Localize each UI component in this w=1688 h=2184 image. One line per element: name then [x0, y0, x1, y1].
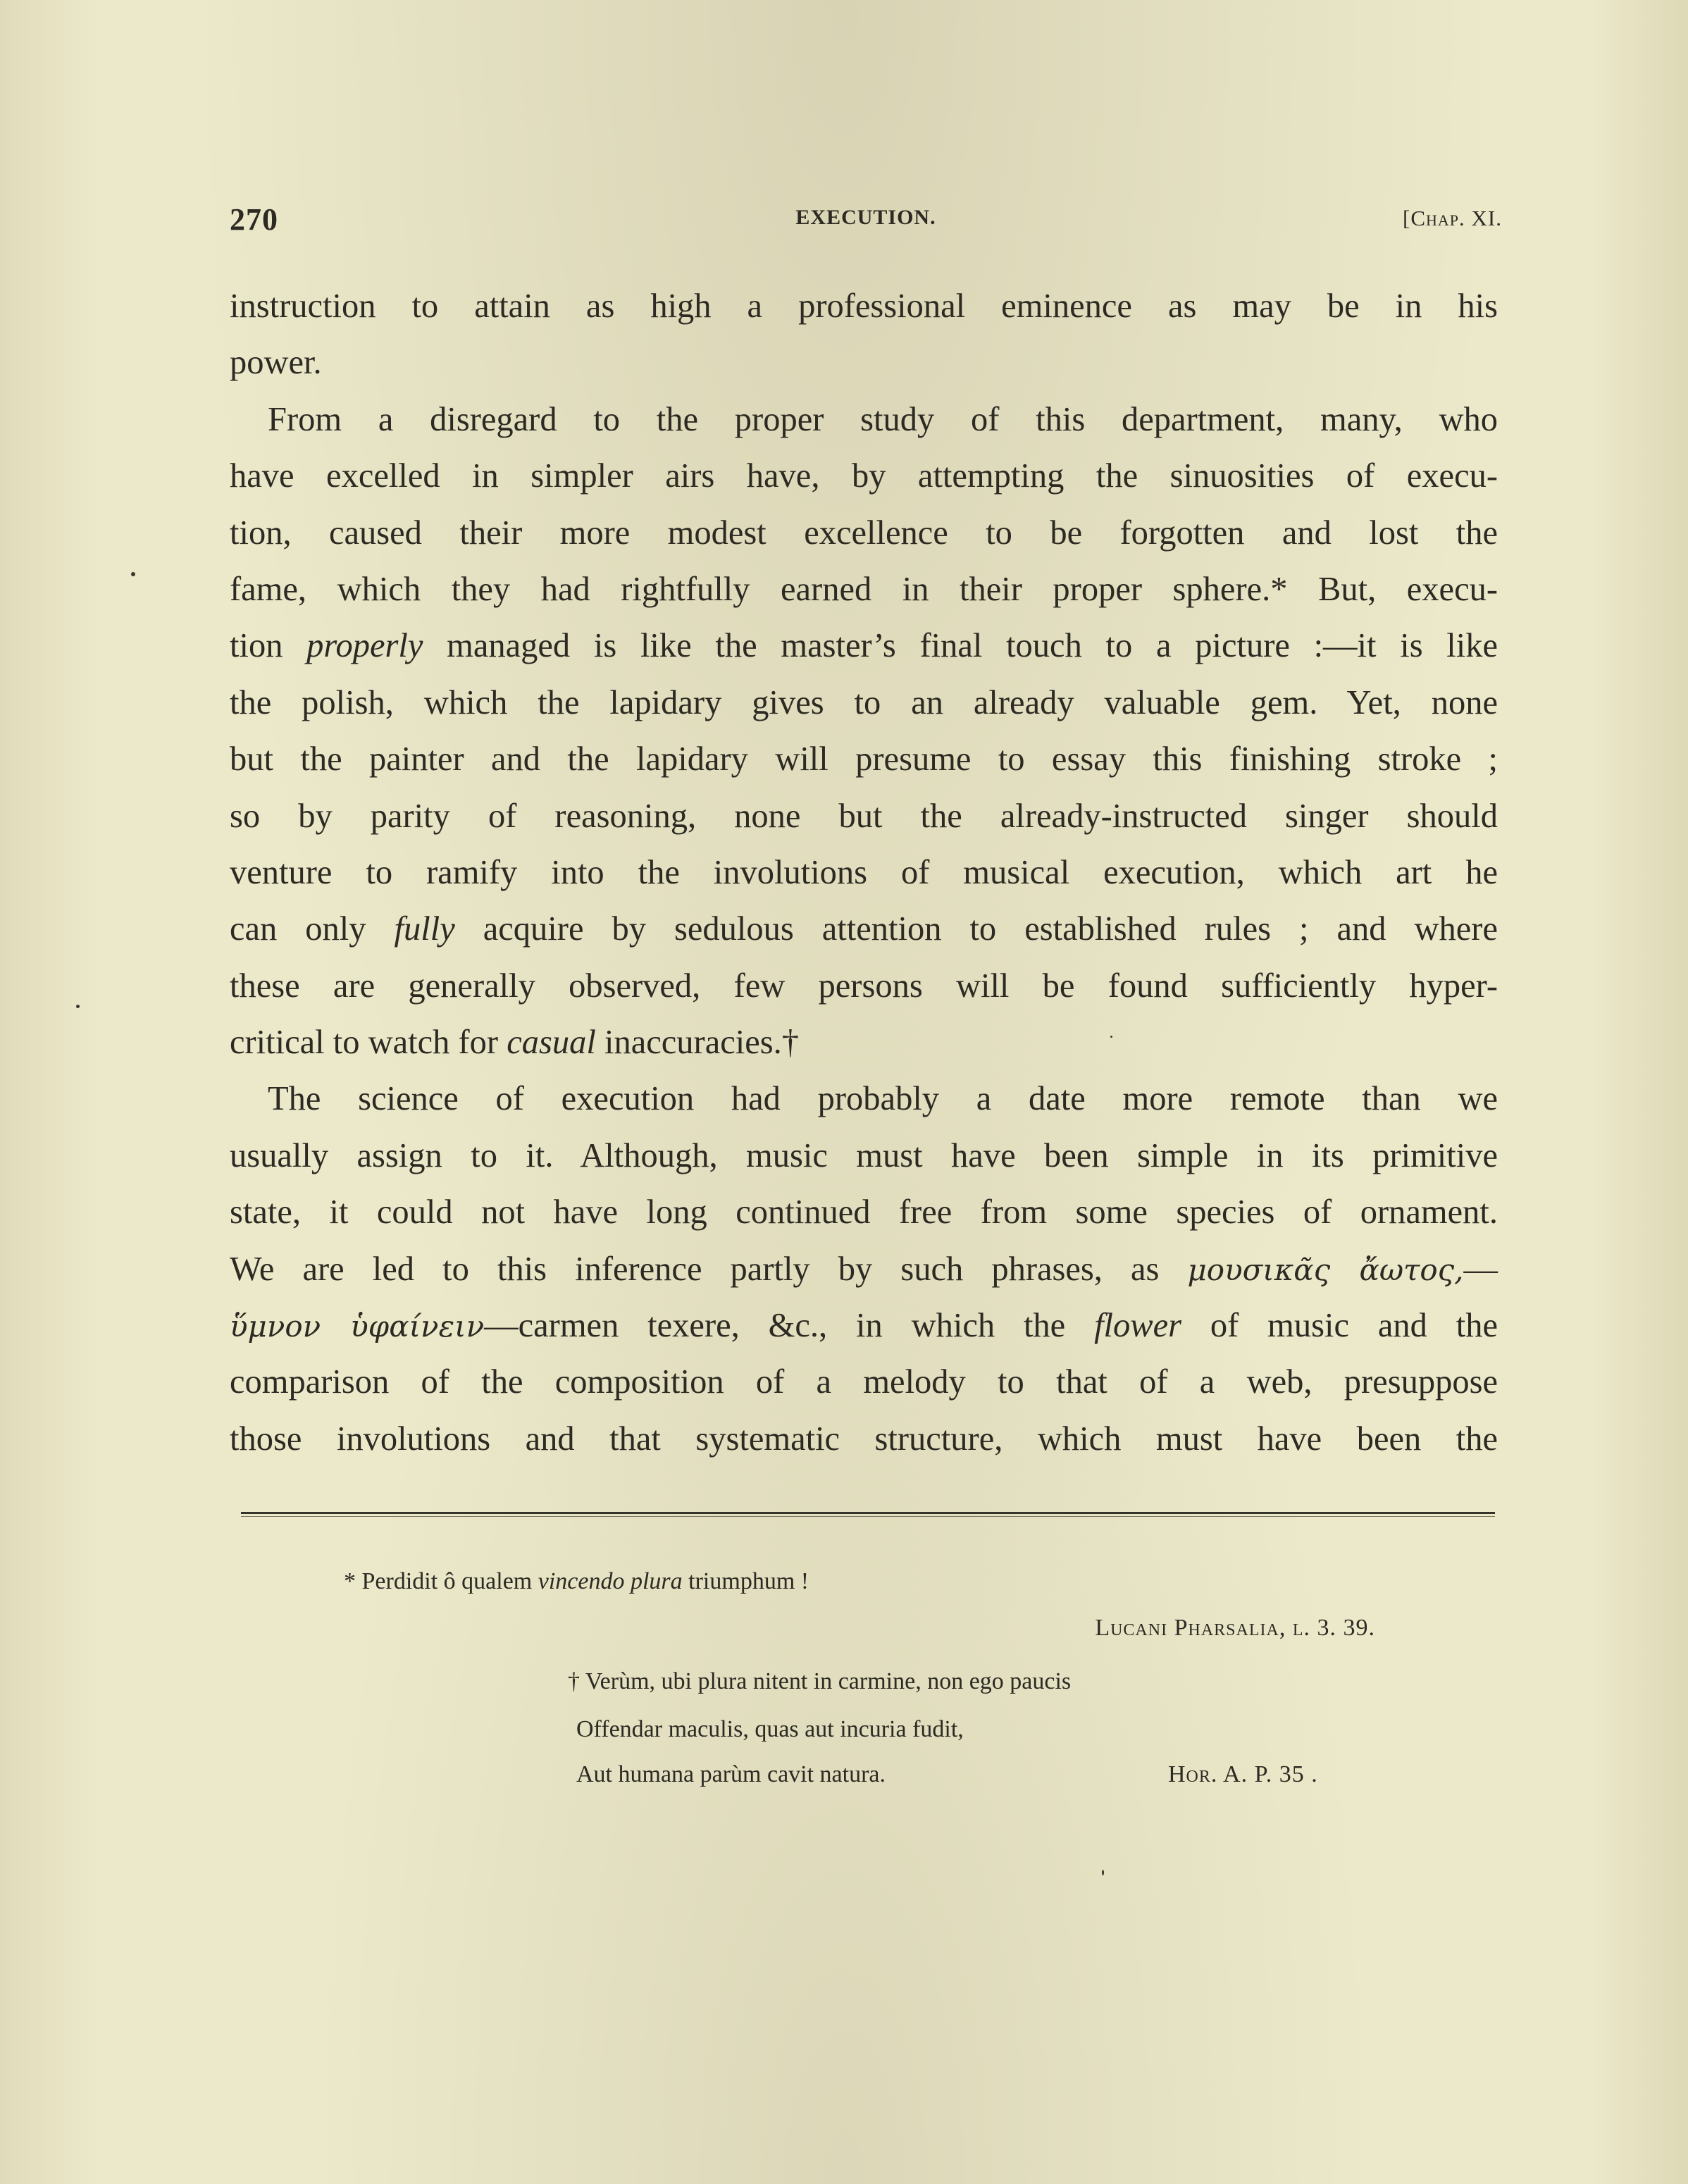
body-text — [230, 278, 1498, 1468]
text-line: The science of execution had probably a date more remote than we — [268, 1080, 1498, 1118]
greek-phrase: μουσικᾶς ἄωτος, — [1187, 1252, 1464, 1287]
text-line: but the painter and the lapidary will presume to essay this finishing stroke ; — [230, 740, 1498, 778]
text-line: those involutions and that systematic structure, which must have been the — [230, 1420, 1498, 1458]
footnote-horace-line-1: † Verùm, ubi plura nitent in carmine, non ego paucis — [568, 1668, 1072, 1694]
footnote-horace-line-2: Offendar maculis, quas aut incuria fudit, — [576, 1716, 964, 1742]
text-line: tion properly managed is like the master’s final touch to a picture :—it is like — [230, 627, 1498, 665]
footnote-horace-source: Hor. A. P. 35 . — [1168, 1761, 1318, 1787]
text-line: can only fully acquire by sedulous attention to established rules ; and where — [230, 910, 1498, 948]
emphasis-properly: properly — [306, 627, 423, 665]
text-line: the polish, which the lapidary gives to an already valuable gem. Yet, none — [230, 683, 1498, 721]
text-line: have excelled in simpler airs have, by attempting the sinuosities of execu- — [230, 457, 1498, 495]
text-line: state, it could not have long continued free from some species of ornament. — [230, 1193, 1498, 1231]
page-number: 270 — [230, 202, 278, 237]
footnote-horace-line-3: Aut humana parùm cavit natura. — [576, 1761, 886, 1787]
text-line: tion, caused their more modest excellence to be forgotten and lost the — [230, 514, 1498, 552]
footnote-lucan: * Perdidit ô qualem vincendo plura triumphum ! — [344, 1568, 809, 1594]
page-header — [230, 201, 1502, 237]
greek-phrase: ὕμνον ὑφαίνειν — [230, 1309, 485, 1344]
text-line: comparison of the composition of a melody to that of a web, presuppose — [230, 1363, 1498, 1401]
paper-speck — [1102, 1870, 1104, 1875]
text-line: venture to ramify into the involutions of musical execution, which art he — [230, 853, 1498, 891]
chapter-reference: [Chap. XI. — [1403, 206, 1502, 230]
text-line: so by parity of reasoning, none but the already-instructed singer should — [230, 797, 1498, 835]
footnote-lucan-source: Lucani Pharsalia, l. 3. 39. — [1095, 1615, 1375, 1641]
emphasis-fully: fully — [394, 910, 455, 948]
text-line: these are generally observed, few persons will be found sufficiently hyper- — [230, 967, 1498, 1005]
text-line: power. — [230, 344, 322, 382]
text-line: critical to watch for casual inaccuracies.† — [230, 1024, 799, 1062]
text-line: instruction to attain as high a professional eminence as may be in his — [230, 287, 1498, 325]
emphasis-casual: casual — [507, 1024, 596, 1062]
text-line: usually assign to it. Although, music must have been simple in its primitive — [230, 1136, 1498, 1174]
paper-speck — [1110, 1036, 1112, 1038]
footnote-divider — [241, 1512, 1495, 1514]
paper-speck — [76, 1005, 80, 1008]
footnote-divider-shadow — [241, 1516, 1495, 1517]
text-line: We are led to this inference partly by such phrases, as μουσικᾶς ἄωτος,— — [230, 1250, 1498, 1288]
paper-speck — [131, 572, 135, 576]
emphasis-flower: flower — [1094, 1307, 1182, 1345]
text-line: From a disregard to the proper study of this department, many, who — [268, 400, 1498, 438]
text-line: fame, which they had rightfully earned in their proper sphere.* But, execu- — [230, 570, 1498, 608]
running-title: EXECUTION. — [795, 206, 936, 229]
text-line: ὕμνον ὑφαίνειν—carmen texere, &c., in which the flower of music and the — [230, 1307, 1498, 1345]
